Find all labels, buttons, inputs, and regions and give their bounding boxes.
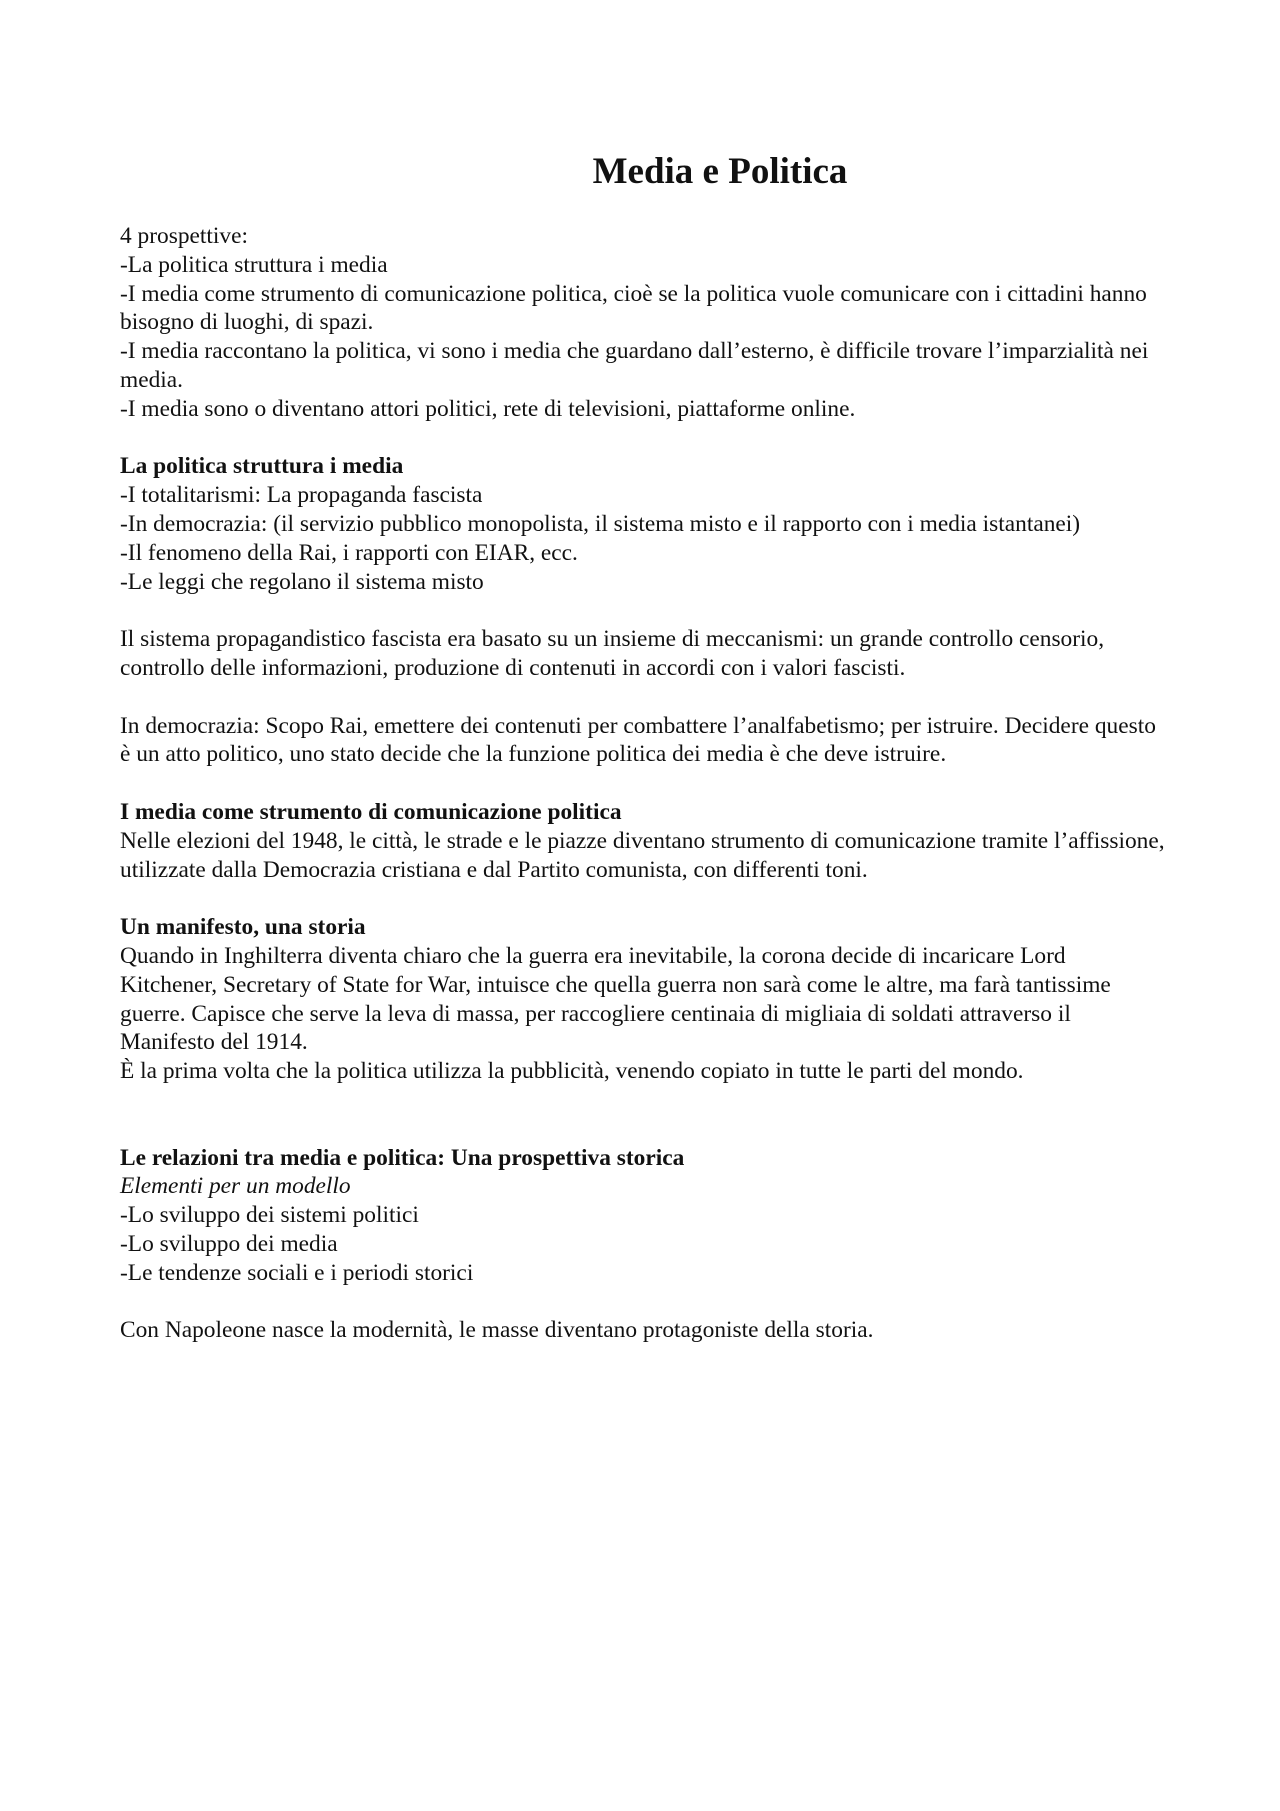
intro-line: 4 prospettive:: [120, 223, 248, 249]
list-item: -Lo sviluppo dei sistemi politici: [120, 1202, 419, 1229]
list-item: -Il fenomeno della Rai, i rapporti con EIAR, ecc.: [120, 539, 578, 566]
section-heading: I media come strumento di comunicazione politica: [120, 798, 622, 825]
section-politica-struttura: [120, 452, 1165, 769]
paragraph: È la prima volta che la politica utilizza la pubblicità, venendo copiato in tutte le parti del mondo.: [120, 1058, 1024, 1085]
paragraph: In democrazia: Scopo Rai, emettere dei contenuti per combattere l’analfabetismo; per istruire. Decidere questo è un atto politico, uno stato decide che la funzione politica dei media è che deve istruire.: [120, 712, 1156, 768]
paragraph: Nelle elezioni del 1948, le città, le strade e le piazze diventano strumento di comunicazione tramite l’affissione, utilizzate dalla Democrazia cristiana e dal Partito comunista, con differenti toni.: [120, 827, 1165, 883]
list-item: -In democrazia: (il servizio pubblico monopolista, il sistema misto e il rapporto con i media istantanei): [120, 510, 1081, 537]
spacer: [120, 884, 1165, 913]
list-item: -Le tendenze sociali e i periodi storici: [120, 1259, 474, 1286]
section-relazioni: [120, 1144, 1165, 1346]
section-heading: Un manifesto, una storia: [120, 914, 366, 941]
intro-line: -La politica struttura i media: [120, 251, 388, 278]
document-body: [120, 222, 1165, 1345]
spacer: [120, 596, 1165, 625]
intro-line: -I media raccontano la politica, vi sono i media che guardano dall’esterno, è difficile trovare l’imparzialità nei media.: [120, 338, 1149, 393]
spacer: [120, 769, 1165, 798]
list-item: -I totalitarismi: La propaganda fascista: [120, 482, 483, 509]
section-heading: Le relazioni tra media e politica: Una prospettiva storica: [120, 1144, 685, 1171]
section-manifesto: [120, 913, 1165, 1086]
intro-line: -I media sono o diventano attori politici, rete di televisioni, piattaforme online.: [120, 395, 856, 422]
spacer: [120, 1287, 1165, 1316]
section-subheading: Elementi per un modello: [120, 1173, 351, 1200]
list-item: -Le leggi che regolano il sistema misto: [120, 568, 484, 595]
page-title: Media e Politica: [592, 151, 848, 192]
spacer: [120, 424, 1165, 453]
spacer: [120, 683, 1165, 712]
paragraph: Con Napoleone nasce la modernità, le masse diventano protagoniste della storia.: [120, 1317, 874, 1344]
section-comunicazione-politica: [120, 798, 1165, 884]
intro-block: [120, 222, 1165, 424]
paragraph: Quando in Inghilterra diventa chiaro che la guerra era inevitabile, la corona decide di incaricare Lord Kitchener, Secretary of State for War, intuisce che quella guerra non sarà come le altre, ma farà tantissime guerre. Capisce che serve la leva di massa, per raccogliere centinaia di migliaia di soldati attraverso il Manifesto del 1914.: [120, 942, 1111, 1056]
paragraph: Il sistema propagandistico fascista era basato su un insieme di meccanismi: un grande controllo censorio, controllo delle informazioni, produzione di contenuti in accordi con i valori fascisti.: [120, 626, 1105, 681]
list-item: -Lo sviluppo dei media: [120, 1230, 338, 1257]
section-heading: La politica struttura i media: [120, 453, 404, 480]
intro-line: -I media come strumento di comunicazione politica, cioè se la politica vuole comunicare con i cittadini hanno bisogno di luoghi, di spazi.: [120, 280, 1147, 336]
spacer: [120, 1086, 1165, 1144]
